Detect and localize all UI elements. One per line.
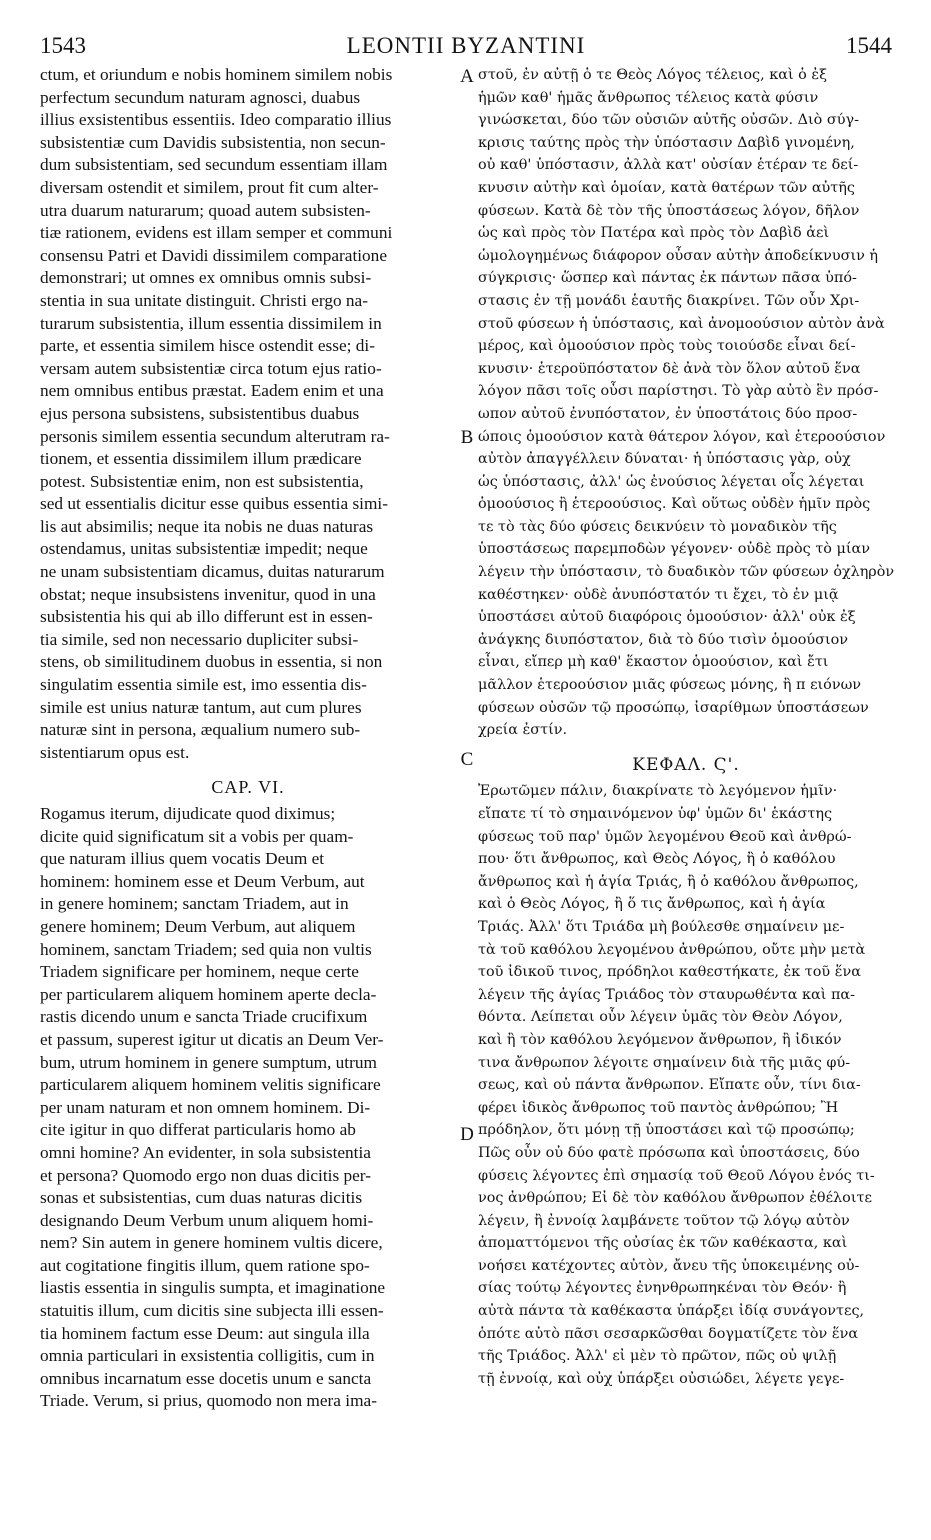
greek-text-line: ὡς ὑπόστασις, ἀλλ' ὡς ἐνούσιος λέγεται οἷς λέγεται — [478, 473, 865, 490]
latin-text-line: naturæ sint in persona, æqualium numero sub- — [40, 720, 361, 740]
greek-text-line: τινα ἄνθρωπον λέγοιτε σημαίνειν διὰ τῆς μιᾶς φύ- — [478, 1054, 851, 1071]
running-title: LEONTII BYZANTINI — [346, 33, 586, 58]
greek-chapter-heading: ΚΕΦΑΛ. Ϛ'. — [632, 754, 740, 775]
latin-text-line: subsistentia his qui ab illo differunt est in essen- — [40, 607, 373, 627]
latin-text-line: Triade. Verum, si prius, quomodo non mera ima- — [40, 1391, 377, 1411]
latin-text-line: ctum, et oriundum e nobis hominem similem nobis — [40, 65, 393, 84]
greek-text-line: θόντα. Λείπεται οὖν λέγειν ὑμᾶς τὸν Θεὸν Λόγον, — [478, 1009, 843, 1026]
greek-text-line: λέγειν τῆς ἁγίας Τριάδος τὸν σταυρωθέντα καὶ πα- — [478, 986, 855, 1003]
latin-text-line: turarum subsistentia, illum essentia dissimilem in — [40, 313, 382, 333]
page-number-right: 1544 — [846, 33, 892, 58]
section-marker-c: C — [460, 749, 474, 770]
latin-text-line: tia simile, sed non necessario dupliciter subsi- — [40, 629, 359, 649]
latin-text-line: genere hominem; Deum Verbum, aut aliquem — [40, 916, 356, 936]
greek-text-line: ἀνάγκης διυπόστατον, διὰ τὸ δύο τισὶν ὁμοούσιον — [478, 631, 849, 648]
section-marker-a: A — [460, 66, 474, 87]
latin-text-line: nem omnibus entibus præstat. Eadem enim et una — [40, 381, 384, 401]
greek-text-line: τῆς Τριάδος. Ἀλλ' εἰ μὲν τὸ πρῶτον, πῶς οὐ ψιλῇ — [478, 1348, 837, 1365]
greek-text-line: τε τὸ τὰς δύο φύσεις δεικνύειν τὸ μοναδικὸν τῆς — [478, 518, 837, 535]
latin-text-line: et passum, superest igitur ut dicatis an Deum Ver- — [40, 1029, 384, 1049]
greek-text-line: που· ὅτι ἄνθρωπος, καὶ Θεὸς Λόγος, ἢ ὁ καθόλου — [478, 851, 836, 868]
latin-text-line: que naturam illius quem vocatis Deum et — [40, 849, 325, 869]
latin-text-line: Rogamus iterum, dijudicate quod diximus; — [40, 804, 336, 823]
latin-text-line: et persona? Quomodo ergo non duas dicitis per- — [40, 1165, 371, 1185]
greek-text-line: καθέστηκεν· οὐδὲ ἀνυπόστατόν τι ἔχει, τὸ ἐν μιᾷ — [478, 586, 839, 603]
latin-text-line: tiæ rationem, evidens est illam semper et communi — [40, 223, 393, 243]
latin-text-line: subsistentiæ cum Davidis subsistentia, non secun- — [40, 132, 386, 152]
latin-text-line: sistentiarum opus est. — [40, 742, 190, 762]
greek-column — [478, 64, 894, 1524]
greek-text-line: ώποις ὁμοούσιον κατὰ θάτερον λόγον, καὶ ἑτεροούσιον — [478, 428, 886, 445]
greek-text-line: ἀποματτόμενοι τῆς οὐσίας ἐκ τῶν καθέκαστα, καὶ — [478, 1235, 848, 1252]
latin-text-line: consensu Patri et Davidi dissimilem comparatione — [40, 245, 387, 265]
latin-text-line: potest. Subsistentiæ enim, non est subsistentia, — [40, 471, 364, 491]
greek-text-line: λέγειν, ἢ ἐννοίᾳ λαμβάνετε τοῦτον τῷ λόγῳ αὐτὸν — [478, 1212, 850, 1229]
greek-text-line: πρόδηλον, ὅτι μόνῃ τῇ ὑποστάσει καὶ τῷ προσώπῳ; — [478, 1122, 855, 1139]
greek-text-line: τῇ ἐννοίᾳ, καὶ οὐχ ὑπάρξει οὐσιώδει, λέγετε γεγε- — [478, 1370, 845, 1387]
greek-text-line: εἴπατε τί τὸ σημαινόμενον ὑφ' ὑμῶν δι' ἑκάστης — [478, 806, 833, 822]
latin-text-line: ne unam subsistentiam dicamus, duitas naturarum — [40, 562, 385, 582]
greek-text-line: φύσεις λέγοντες ἐπὶ σημασίᾳ τοῦ Θεοῦ Λόγου ἑνός τι- — [478, 1167, 875, 1184]
latin-text-line: Triadem significare per hominem, neque certe — [40, 962, 359, 982]
latin-chapter-heading: CAP. VI. — [211, 777, 285, 798]
greek-text-line: κρισις ταύτης πρὸς τὴν ὑπόστασιν Δαβὶδ γινομένη, — [478, 134, 855, 151]
latin-text-line: sonas et subsistentias, cum duas naturas dicitis — [40, 1188, 363, 1208]
greek-text-line: μᾶλλον ἑτεροούσιον μιᾶς φύσεως μόνης, ἢ π ειόνων — [478, 677, 862, 694]
running-header — [40, 30, 892, 62]
section-marker-b: B — [460, 427, 474, 448]
latin-text-line: omnibus incarnatum esse docetis unum e sancta — [40, 1368, 372, 1388]
latin-text-line: perfectum secundum naturam agnosci, duabus — [40, 87, 361, 107]
greek-text-line: αὐτὸν ἀπαγγέλλειν δύναται· ἡ ὑπόστασις γὰρ, οὐχ — [478, 451, 851, 468]
latin-text-line: aut cogitatione fingitis illum, quem ratione spo- — [40, 1255, 370, 1275]
latin-text-line: illius exsistentibus essentiis. Ideo comparatio illius — [40, 110, 392, 130]
latin-text-line: particularem aliquem hominem velitis significare — [40, 1075, 381, 1095]
latin-text-line: designando Deum Verbum unum aliquem homi- — [40, 1210, 374, 1230]
greek-text-line: φύσεων. Κατὰ δὲ τὸν τῆς ὑποστάσεως λόγον, δῆλον — [478, 202, 860, 219]
latin-text-line: ejus persona subsistens, subsistentibus duabus — [40, 403, 360, 423]
latin-column — [40, 64, 456, 1524]
greek-text-line: καὶ ὁ Θεὸς Λόγος, ἢ ὅ τις ἄνθρωπος, καὶ ἡ ἁγία — [478, 896, 826, 913]
page-number-left: 1543 — [40, 33, 86, 58]
greek-text-line: μέρος, καὶ ὁμοούσιον πρὸς τοὺς τοιούσδε εἶναι δεί- — [478, 338, 856, 355]
greek-text-line: ὡς καὶ πρὸς τὸν Πατέρα καὶ πρὸς τὸν Δαβὶδ ἀεὶ — [478, 225, 830, 242]
greek-text-line: φέρει ἰδικὸς ἄνθρωπος τοῦ παντὸς ἀνθρώπου; Ἢ — [478, 1099, 839, 1116]
latin-text-line: parte, et essentia similem hisce ostendit esse; di- — [40, 336, 375, 356]
greek-text-line: τὰ τοῦ καθόλου λεγομένου ἀνθρώπου, οὔτε μὴν μετὰ — [478, 941, 866, 958]
latin-text-line: bum, utrum hominem in genere sumptum, utrum — [40, 1052, 377, 1072]
greek-text-line: εἶναι, εἴπερ μὴ καθ' ἕκαστον ὁμοούσιον, καὶ ἔτι — [478, 654, 829, 671]
greek-text-line: Ἐρωτῶμεν πάλιν, διακρίνατε τὸ λεγόμενον ἡμῖν· — [478, 783, 838, 800]
latin-text-line: diversam ostendit et similem, prout fit cum alter- — [40, 177, 379, 197]
latin-text-line: liastis essentia in singulis sumpta, et imaginatione — [40, 1278, 386, 1298]
latin-text-line: obstat; neque insubsistens invenitur, quod in una — [40, 584, 376, 604]
latin-text-line: statuitis illum, cum dicitis sine subjecta illi essen- — [40, 1301, 384, 1321]
greek-text-line: ἡμῶν καθ' ἡμᾶς ἄνθρωπος τέλειος κατὰ φύσιν — [478, 89, 819, 106]
greek-text-line: ὡμολογημένως διάφορον οὖσαν αὐτὴν ἀποδείκνυσιν ἡ — [478, 247, 879, 264]
latin-text-line: rastis dicendo unum e sancta Triade crucifixum — [40, 1007, 368, 1027]
latin-text-line: ostendamus, unitas subsistentiæ impedit; neque — [40, 539, 368, 559]
latin-text-line: sed ut essentialis dicitur esse quibus essentia simi- — [40, 494, 388, 514]
greek-text-line: σεως, καὶ οὐ πάντα ἄνθρωπον. Εἴπατε οὖν, τίνι δια- — [478, 1077, 861, 1094]
greek-text-line: γινώσκεται, δύο τῶν οὐσιῶν αὐτῆς οὐσῶν. Διὸ σύγ- — [478, 112, 859, 129]
greek-text-line: νοήσει κατέχοντες αὐτὸν, ἄνευ τῆς ὑποκειμένης οὐ- — [478, 1257, 860, 1274]
latin-text-line: tia hominem factum esse Deum: aut singula illa — [40, 1323, 370, 1343]
latin-text-line: omnia particulari in exsistentia colligitis, cum in — [40, 1346, 375, 1366]
greek-text-line: τοῦ ἰδικοῦ τινος, πρόδηλοι καθεστήκατε, ἐκ τοῦ ἕνα — [478, 964, 861, 981]
latin-text-line: stens, ob similitudinem duobus in essentia, si non — [40, 652, 383, 672]
greek-text-line: στοῦ, ἐν αὐτῇ ὁ τε Θεὸς Λόγος τέλειος, καὶ ὁ ἐξ — [478, 67, 828, 83]
greek-text-line: φύσεως τοῦ παρ' ὑμῶν λεγομένου Θεοῦ καὶ ἀνθρώ- — [478, 828, 852, 845]
greek-text-line: λόγον πᾶσι τοῖς οὖσι παρίστησι. Τὸ γὰρ αὐτὸ ἓν πρόσ- — [478, 383, 879, 400]
section-marker-d: D — [460, 1124, 474, 1145]
greek-text-line: Τριάς. Ἀλλ' ὅτι Τριάδα μὴ βούλεσθε σημαίνειν με- — [478, 918, 845, 935]
latin-text-line: nem? Sin autem in genere hominem vultis dicere, — [40, 1233, 383, 1253]
latin-text-line: stentia in sua unitate distinguit. Christi ergo na- — [40, 290, 368, 310]
greek-text-line: ὑποστάσει αὐτοῦ διαφόροις ὁμοούσιον· ἀλλ' οὐκ ἐξ — [478, 609, 856, 626]
greek-text-line: κνυσιν αὐτὴν καὶ ὁμοίαν, κατὰ θατέρων τῶν αὐτῆς — [478, 179, 855, 196]
greek-text-line: σίας τούτῳ λέγοντες ἐνηνθρωπηκέναι τὸν Θεόν· ἢ — [478, 1280, 847, 1297]
greek-text-line: στοῦ φύσεων ἡ ὑπόστασις, καὶ ἀνομοούσιον αὐτὸν ἀνὰ — [478, 315, 885, 332]
latin-text-line: in genere hominem; sanctam Triadem, aut in — [40, 894, 349, 914]
latin-text-line: per unam naturam et non omnem hominem. Di- — [40, 1097, 371, 1117]
greek-text-line: ωπον αὐτοῦ ἐνυπόστατον, ἐν ὑποστάτοις δύο προσ- — [478, 405, 858, 422]
greek-text-line: αὐτὰ πάντα τὰ καθέκαστα ὑπάρξει ἰδίᾳ συνάγοντες, — [478, 1303, 865, 1320]
greek-text-line: στασις ἐν τῇ μονάδι ἑαυτῆς διακρίνει. Τῶν οὖν Χρι- — [478, 292, 860, 309]
greek-text-line: σύγκρισις· ὥσπερ καὶ πάντας ἐκ πάντων πᾶσα ὑπό- — [478, 270, 857, 287]
latin-text-line: hominem: hominem esse et Deum Verbum, aut — [40, 871, 365, 891]
greek-text-line: καὶ ἢ τὸν καθόλου λεγόμενον ἄνθρωπον, ἢ ἰδικόν — [478, 1031, 842, 1048]
latin-text-line: tionem, et essentia dissimilem illum prædicare — [40, 449, 362, 469]
greek-text-line: ὁμοούσιος ἢ ἑτεροούσιος. Καὶ οὕτως οὐδὲν ἡμῖν πρὸς — [478, 496, 871, 513]
greek-text-line: λέγειν τὴν ὑπόστασιν, τὸ δυαδικὸν τῶν φύσεων ὀχληρὸν — [478, 564, 895, 581]
latin-text-line: utra duarum naturarum; quoad autem subsisten- — [40, 200, 371, 220]
latin-text-line: singulatim essentia simile est, imo essentia dis- — [40, 675, 367, 695]
greek-text-line: νος ἀνθρώπου; Εἰ δὲ τὸν καθόλου ἄνθρωπον ἐθέλοιτε — [478, 1190, 872, 1207]
latin-text-line: demonstrari; ut omnes ex omnibus omnis subsi- — [40, 268, 372, 288]
greek-text-line: κνυσιν· ἑτεροϋπόστατον δὲ ἀνὰ τὸν ὅλον αὐτοῦ ἕνα — [478, 360, 861, 377]
latin-text-line: lis aut absimilis; neque ita nobis ne duas naturas — [40, 516, 374, 536]
greek-text-line: ὁπότε αὐτὸ πᾶσι σεσαρκῶσθαι δογματίζετε τὸν ἕνα — [478, 1325, 859, 1342]
latin-text-line: dum subsistentiam, sed secundum essentiam illam — [40, 155, 388, 175]
greek-text-line: οὐ καθ' ὑπόστασιν, ἀλλὰ κατ' οὐσίαν ἑτέραν τε δεί- — [478, 157, 859, 174]
latin-text-line: omni homine? An evidenter, in sola subsistentia — [40, 1142, 371, 1162]
latin-text-line: versam autem subsistentiæ circa totum ejus ratio- — [40, 358, 382, 378]
greek-text-line: φύσεων οὐσῶν τῷ προσώπῳ, ἰσαρίθμων ὑποστάσεων — [478, 699, 869, 716]
greek-text-line: χρεία ἐστίν. — [478, 722, 568, 739]
latin-text-line: per particularem aliquem hominem aperte decla- — [40, 984, 377, 1004]
latin-text-line: dicite quid significatum sit a vobis per quam- — [40, 826, 354, 846]
latin-text-line: personis similem essentia secundum alterutram ra- — [40, 426, 390, 446]
latin-text-line: cite igitur in quo differat particularis homo ab — [40, 1120, 356, 1140]
greek-text-line: Πῶς οὖν οὐ δύο φατὲ πρόσωπα καὶ ὑποστάσεις, δύο — [478, 1144, 860, 1161]
greek-text-line: ὑποστάσεως παρεμποδὼν γέγονεν· οὐδὲ πρὸς τὸ μίαν — [478, 541, 870, 558]
greek-text-line: ἄνθρωπος καὶ ἡ ἁγία Τριάς, ἢ ὁ καθόλου ἄνθρωπος, — [478, 873, 859, 890]
latin-text-line: hominem, sanctam Triadem; sed quia non vultis — [40, 939, 372, 959]
latin-text-line: simile est unius naturæ tantum, aut cum plures — [40, 697, 362, 717]
